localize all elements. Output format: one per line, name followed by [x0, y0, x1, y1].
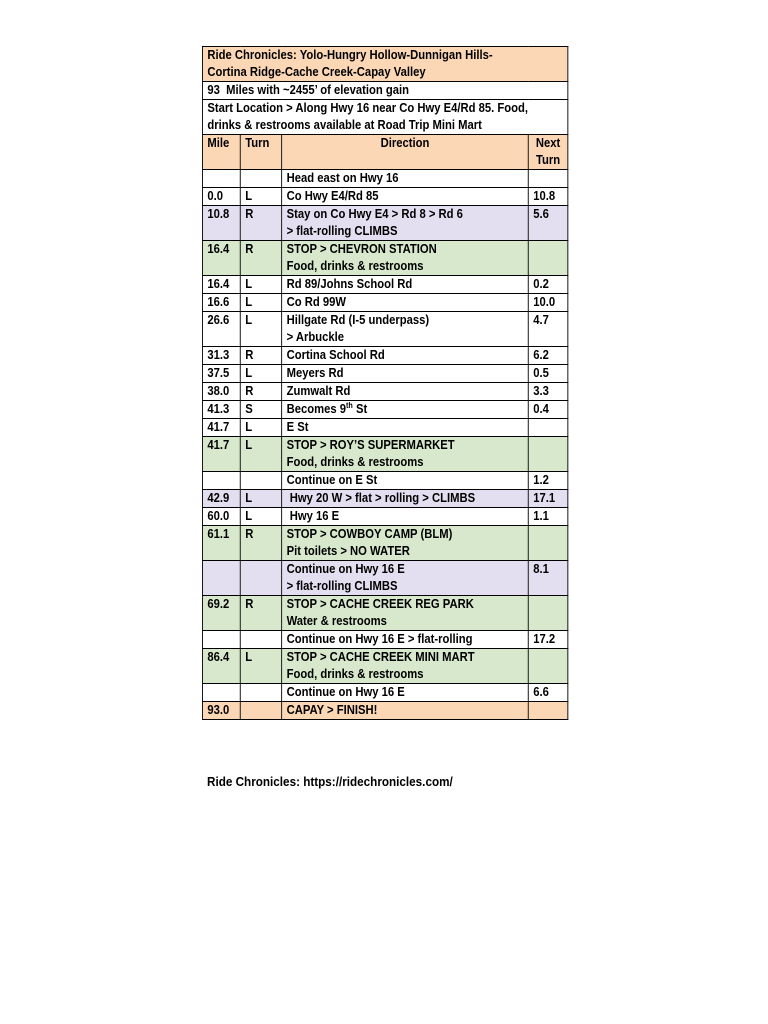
next-turn-cell: 10.0: [528, 294, 568, 312]
route-title: [202, 47, 567, 82]
turn-cell: R: [240, 241, 281, 276]
next-turn-cell: [528, 649, 568, 684]
next-turn-cell: [528, 702, 568, 720]
direction-line-1: [287, 312, 524, 329]
direction-cell: [282, 684, 529, 702]
direction-cell: [282, 188, 529, 206]
cue-row: [202, 312, 567, 347]
direction-text: Head east on Hwy 16: [286, 171, 399, 185]
start-location-line-1: Start Location > Along Hwy 16 near Co Hwy E4/Rd 85. Food,: [207, 101, 528, 115]
direction-text: STOP > CACHE CREEK MINI MART: [286, 650, 475, 664]
direction-line-1: [287, 508, 524, 525]
next-turn-cell: 6.2: [528, 347, 568, 365]
direction-cell: [282, 241, 529, 276]
direction-cell: [282, 596, 529, 631]
mile-cell: 41.3: [202, 401, 240, 419]
turn-cell: L: [240, 188, 281, 206]
next-turn-cell: 0.2: [528, 276, 568, 294]
direction-text: Continue on Hwy 16 E: [286, 685, 405, 699]
next-turn-cell: [528, 419, 568, 437]
mile-cell: 60.0: [202, 508, 240, 526]
next-turn-cell: 17.2: [528, 631, 568, 649]
direction-text: Zumwalt Rd: [286, 384, 351, 398]
direction-cell: [282, 365, 529, 383]
mile-cell: 31.3: [202, 347, 240, 365]
cue-row: [202, 437, 567, 472]
direction-cell: [282, 294, 529, 312]
direction-cell: [282, 312, 529, 347]
mile-header: Mile: [202, 135, 240, 170]
start-location-line-2: drinks & restrooms available at Road Trip Mini Mart: [207, 118, 482, 132]
cue-row: [202, 294, 567, 312]
direction-cell: [282, 702, 529, 720]
mile-cell: [202, 684, 240, 702]
next-turn-cell: [528, 526, 568, 561]
title-row: [202, 47, 567, 82]
direction-text: Becomes 9: [286, 402, 347, 416]
direction-cell: [282, 437, 529, 472]
direction-cell: [282, 561, 529, 596]
turn-cell: [240, 631, 281, 649]
cue-row: [202, 419, 567, 437]
direction-text: Meyers Rd: [286, 366, 344, 380]
mile-cell: 0.0: [202, 188, 240, 206]
direction-line-2: Food, drinks & restrooms: [286, 259, 424, 273]
direction-line-1: [287, 490, 524, 507]
cue-row: [202, 596, 567, 631]
direction-line-1: [287, 649, 524, 666]
mile-cell: 37.5: [202, 365, 240, 383]
start-row: [202, 100, 567, 135]
turn-cell: R: [240, 526, 281, 561]
mile-cell: 16.4: [202, 241, 240, 276]
cue-row: [202, 276, 567, 294]
next-turn-cell: 17.1: [528, 490, 568, 508]
footer-credit: Ride Chronicles: https://ridechronicles.com/: [207, 774, 453, 789]
cue-row: [202, 365, 567, 383]
direction-line-2: Food, drinks & restrooms: [286, 667, 424, 681]
mile-cell: 16.6: [202, 294, 240, 312]
mile-cell: 41.7: [202, 437, 240, 472]
ordinal-suffix: th: [346, 400, 353, 410]
next-turn-cell: 8.1: [528, 561, 568, 596]
direction-text: Co Rd 99W: [286, 295, 346, 309]
cue-row: [202, 508, 567, 526]
next-turn-cell: 10.8: [528, 188, 568, 206]
direction-line-1: [287, 206, 524, 223]
turn-cell: [240, 170, 281, 188]
route-title-line-2: Cortina Ridge-Cache Creek-Capay Valley: [207, 65, 426, 79]
direction-cell: [282, 508, 529, 526]
next-turn-cell: [528, 170, 568, 188]
direction-line-2: > flat-rolling CLIMBS: [286, 224, 398, 238]
direction-line-2: Pit toilets > NO WATER: [286, 544, 410, 558]
next-turn-cell: 1.2: [528, 472, 568, 490]
cue-row: [202, 241, 567, 276]
cue-row: [202, 472, 567, 490]
cue-row: [202, 561, 567, 596]
cue-row: [202, 702, 567, 720]
direction-text: Cortina School Rd: [286, 348, 385, 362]
mile-cell: 10.8: [202, 206, 240, 241]
direction-line-1: [287, 383, 524, 400]
cue-sheet-table: [202, 46, 568, 720]
direction-line-1: [287, 347, 524, 364]
direction-cell: [282, 401, 529, 419]
turn-cell: [240, 702, 281, 720]
next-turn-cell: 0.4: [528, 401, 568, 419]
direction-line-1: [287, 276, 524, 293]
turn-cell: L: [240, 490, 281, 508]
distance-row: [202, 82, 567, 100]
mile-cell: 86.4: [202, 649, 240, 684]
turn-cell: L: [240, 419, 281, 437]
direction-cell: [282, 526, 529, 561]
cue-row: [202, 383, 567, 401]
turn-cell: R: [240, 347, 281, 365]
cue-row: [202, 684, 567, 702]
turn-cell: S: [240, 401, 281, 419]
direction-cell: [282, 276, 529, 294]
cue-row: [202, 631, 567, 649]
turn-cell: L: [240, 365, 281, 383]
mile-cell: 69.2: [202, 596, 240, 631]
cue-row: [202, 649, 567, 684]
next-turn-cell: 4.7: [528, 312, 568, 347]
direction-cell: [282, 472, 529, 490]
cue-row: [202, 490, 567, 508]
direction-line-2: > Arbuckle: [286, 330, 345, 344]
next-turn-cell: [528, 596, 568, 631]
cue-row: [202, 170, 567, 188]
direction-text-after: St: [352, 402, 368, 416]
direction-text: CAPAY > FINISH!: [286, 703, 378, 717]
turn-cell: [240, 561, 281, 596]
direction-line-1: [287, 596, 524, 613]
distance-summary: 93 Miles with ~2455’ of elevation gain: [202, 82, 567, 100]
cue-row: [202, 526, 567, 561]
direction-text: Hillgate Rd (I-5 underpass): [286, 313, 430, 327]
direction-text: Rd 89/Johns School Rd: [286, 277, 413, 291]
direction-text: STOP > CHEVRON STATION: [286, 242, 437, 256]
mile-cell: 42.9: [202, 490, 240, 508]
direction-line-1: [287, 437, 524, 454]
direction-cell: [282, 383, 529, 401]
direction-line-1: [287, 684, 524, 701]
direction-line-1: [287, 241, 524, 258]
turn-cell: [240, 472, 281, 490]
direction-text: STOP > COWBOY CAMP (BLM): [286, 527, 453, 541]
cue-row: [202, 206, 567, 241]
start-location: [202, 100, 567, 135]
next-turn-cell: [528, 437, 568, 472]
direction-cell: [282, 649, 529, 684]
cue-row: [202, 401, 567, 419]
next-turn-cell: 6.6: [528, 684, 568, 702]
direction-line-1: [287, 294, 524, 311]
direction-text: E St: [286, 420, 309, 434]
turn-cell: L: [240, 312, 281, 347]
turn-header: Turn: [240, 135, 281, 170]
direction-line-1: [287, 188, 524, 205]
mile-cell: [202, 170, 240, 188]
next-turn-cell: 3.3: [528, 383, 568, 401]
mile-cell: 93.0: [202, 702, 240, 720]
mile-cell: 41.7: [202, 419, 240, 437]
direction-text: Co Hwy E4/Rd 85: [286, 189, 379, 203]
direction-cell: [282, 631, 529, 649]
turn-cell: L: [240, 294, 281, 312]
direction-line-2: Food, drinks & restrooms: [286, 455, 424, 469]
direction-text: STOP > CACHE CREEK REG PARK: [286, 597, 474, 611]
mile-cell: 61.1: [202, 526, 240, 561]
direction-text: Hwy 20 W > flat > rolling > CLIMBS: [286, 491, 476, 505]
next-turn-header-line-1: Next: [535, 136, 561, 150]
direction-text: Hwy 16 E: [286, 509, 340, 523]
next-turn-cell: 0.5: [528, 365, 568, 383]
direction-cell: [282, 206, 529, 241]
turn-cell: R: [240, 383, 281, 401]
direction-cell: [282, 419, 529, 437]
direction-line-1: [287, 472, 524, 489]
direction-text: Continue on Hwy 16 E > flat-rolling: [286, 632, 473, 646]
direction-line-1: [287, 170, 524, 187]
direction-line-2: Water & restrooms: [286, 614, 387, 628]
mile-cell: [202, 561, 240, 596]
mile-cell: 38.0: [202, 383, 240, 401]
direction-cell: [282, 347, 529, 365]
turn-cell: L: [240, 437, 281, 472]
mile-cell: 26.6: [202, 312, 240, 347]
direction-text: Continue on E St: [286, 473, 378, 487]
direction-line-1: [287, 561, 524, 578]
direction-text: Stay on Co Hwy E4 > Rd 8 > Rd 6: [286, 207, 463, 221]
turn-cell: R: [240, 206, 281, 241]
route-title-line-1: Ride Chronicles: Yolo-Hungry Hollow-Dunnigan Hills-: [207, 48, 493, 62]
column-header-row: [202, 135, 567, 170]
turn-cell: [240, 684, 281, 702]
turn-cell: L: [240, 508, 281, 526]
direction-line-1: [287, 419, 524, 436]
direction-text: STOP > ROY’S SUPERMARKET: [286, 438, 455, 452]
next-turn-header: [528, 135, 568, 170]
next-turn-cell: 5.6: [528, 206, 568, 241]
direction-text: Continue on Hwy 16 E: [286, 562, 405, 576]
direction-line-1: [287, 702, 524, 719]
next-turn-cell: [528, 241, 568, 276]
next-turn-header-line-2: Turn: [535, 153, 561, 167]
mile-cell: [202, 631, 240, 649]
cue-row: [202, 188, 567, 206]
turn-cell: R: [240, 596, 281, 631]
direction-line-1: [287, 526, 524, 543]
direction-line-1: [287, 631, 524, 648]
direction-header: Direction: [282, 135, 529, 170]
turn-cell: L: [240, 276, 281, 294]
next-turn-cell: 1.1: [528, 508, 568, 526]
direction-cell: [282, 490, 529, 508]
mile-cell: 16.4: [202, 276, 240, 294]
direction-line-2: > flat-rolling CLIMBS: [286, 579, 398, 593]
turn-cell: L: [240, 649, 281, 684]
cue-row: [202, 347, 567, 365]
direction-line-1: [287, 365, 524, 382]
direction-line-1: [287, 401, 524, 418]
direction-cell: [282, 170, 529, 188]
mile-cell: [202, 472, 240, 490]
